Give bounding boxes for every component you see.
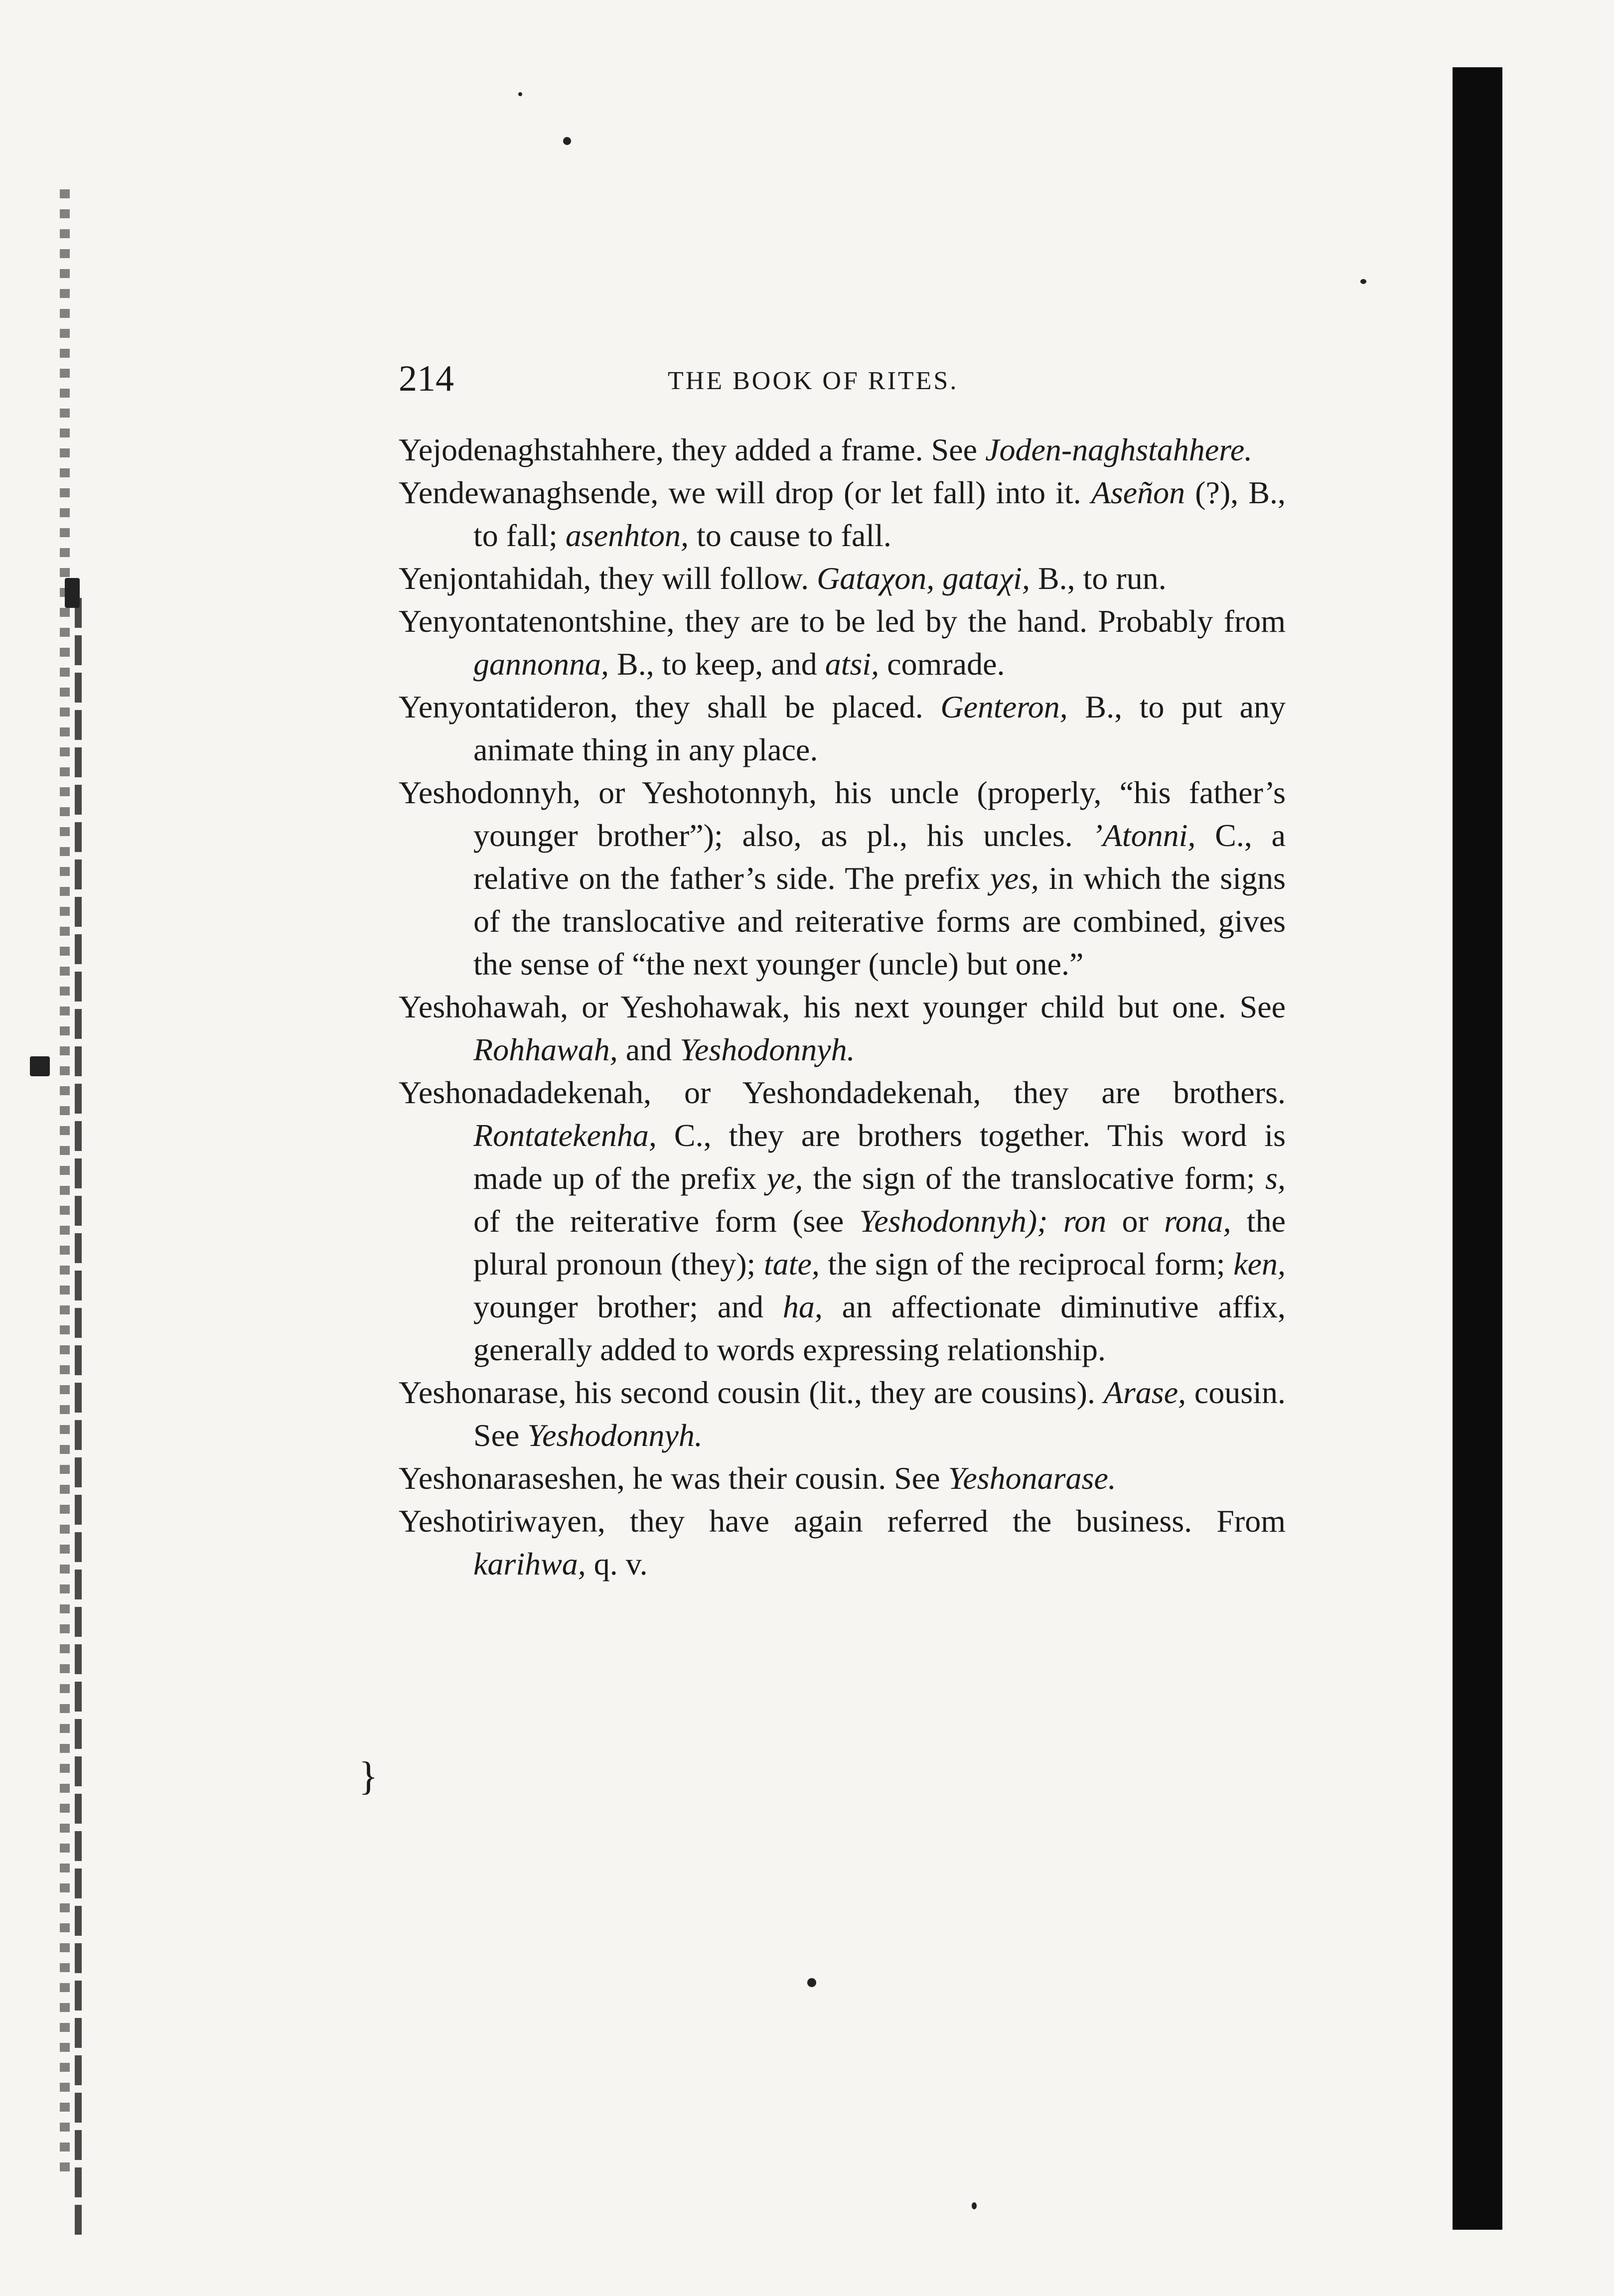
entry-text: Yendewanaghsende, we will drop (or let fall) into it.: [399, 475, 1091, 510]
page-header: [399, 356, 1445, 401]
entry-text: q. v.: [586, 1546, 648, 1581]
margin-mark: }: [359, 1754, 378, 1798]
dictionary-entry: [399, 986, 1286, 1071]
speck: [1360, 279, 1366, 284]
binding-shadow: [1453, 67, 1502, 2230]
entry-italic-text: Yeshonarase.: [948, 1460, 1116, 1496]
dictionary-entry: [399, 1371, 1286, 1457]
entry-text: Yenyontatideron, they shall be placed.: [399, 689, 941, 724]
entry-text: the sign of the reciprocal form;: [819, 1246, 1234, 1282]
entry-italic-text: Aseñon: [1091, 475, 1185, 510]
entry-italic-text: Rontatekenha,: [473, 1118, 657, 1153]
dictionary-entry: [399, 557, 1286, 600]
entry-text: Yeshodonnyh, or Yeshotonnyh, his uncle (properly, “his father’s younger brother”); also, as pl., his uncles.: [399, 775, 1286, 853]
entry-italic-text: asenhton,: [565, 518, 689, 553]
entry-italic-text: tate,: [763, 1246, 820, 1282]
entry-italic-text: ha,: [782, 1289, 823, 1324]
entry-text: (?), B., to fall;: [473, 475, 1286, 553]
entry-italic-text: Rohhawah,: [473, 1032, 618, 1067]
entry-italic-text: s,: [1265, 1160, 1286, 1196]
entry-italic-text: ron: [1063, 1203, 1107, 1239]
entry-text: Yeshonadadekenah, or Yeshondadekenah, they are brothers.: [399, 1075, 1286, 1110]
entry-italic-text: ken,: [1233, 1246, 1286, 1282]
entry-text: comrade.: [879, 646, 1005, 682]
entry-text: Yeshohawah, or Yeshohawak, his next younger child but one. See: [399, 989, 1286, 1024]
speck: [563, 137, 571, 145]
entry-italic-text: Yeshodonnyh.: [680, 1032, 855, 1067]
entry-text: B., to run.: [1029, 561, 1167, 596]
entry-text: C., a relative on the father’s side. The prefix: [473, 818, 1286, 896]
entry-text: B., to put any animate thing in any place.: [473, 689, 1286, 767]
dictionary-entry: [399, 686, 1286, 771]
entry-italic-text: Arase,: [1103, 1375, 1186, 1410]
entry-text: C., they are brothers together. This word is made up of the prefix: [473, 1118, 1286, 1196]
dictionary-entries: [399, 429, 1286, 1585]
dictionary-entry: [399, 600, 1286, 686]
entry-text: Yenjontahidah, they will follow.: [399, 561, 817, 596]
entry-text: younger brother; and: [473, 1289, 783, 1324]
speck: [518, 92, 522, 96]
entry-italic-text: yes,: [990, 861, 1039, 896]
entry-italic-text: Joden-naghstahhere.: [985, 432, 1253, 467]
page-number: 214: [399, 358, 454, 399]
entry-italic-text: Genteron,: [940, 689, 1068, 724]
dictionary-entry: [399, 471, 1286, 557]
entry-italic-text: Yeshodonnyh.: [527, 1418, 703, 1453]
dictionary-entry: [399, 429, 1286, 471]
entry-text: the sign of the translocative form;: [803, 1160, 1266, 1196]
entry-text: [1048, 1203, 1063, 1239]
entry-italic-text: karihwa,: [473, 1546, 586, 1581]
speck: [65, 578, 80, 608]
entry-italic-text: Yeshodonnyh);: [859, 1203, 1048, 1239]
entry-italic-text: ’Atonni,: [1092, 818, 1196, 853]
entry-text: Yeshonarase, his second cousin (lit., they are cousins).: [399, 1375, 1104, 1410]
entry-text: in which the signs of the translocative and reiterative forms are combined, gives the sense of “the next younger (uncle) but one.”: [473, 861, 1286, 982]
entry-text: of the reiterative form (see: [473, 1203, 860, 1239]
dictionary-entry: [399, 1457, 1286, 1500]
entry-text: or: [1106, 1203, 1165, 1239]
entry-text: cousin. See: [473, 1375, 1286, 1453]
left-edge-artifact: [60, 189, 70, 2182]
entry-text: to cause to fall.: [688, 518, 891, 553]
speck: [807, 1978, 816, 1987]
entry-text: B., to keep, and: [609, 646, 825, 682]
entry-italic-text: gannonna,: [473, 646, 609, 682]
entry-italic-text: atsi,: [825, 646, 880, 682]
entry-italic-text: Gataχon, gataχi,: [817, 561, 1030, 596]
left-edge-artifact-2: [75, 598, 82, 2242]
entry-text: Yeshotiriwayen, they have again referred the business. From: [399, 1503, 1286, 1539]
entry-text: Yeshonaraseshen, he was their cousin. See: [399, 1460, 948, 1496]
entry-italic-text: rona,: [1164, 1203, 1231, 1239]
speck: [30, 1056, 50, 1076]
entry-italic-text: ye,: [766, 1160, 803, 1196]
entry-text: an affectionate diminutive affix, generally added to words expressing relationship.: [473, 1289, 1286, 1367]
dictionary-entry: [399, 771, 1286, 986]
dictionary-entry: [399, 1071, 1286, 1371]
entry-text: Yenyontatenontshine, they are to be led by the hand. Probably from: [399, 603, 1286, 639]
running-title: THE BOOK OF RITES.: [668, 367, 959, 395]
speck: [972, 2202, 977, 2209]
entry-text: Yejodenaghstahhere, they added a frame. See: [399, 432, 986, 467]
entry-text: and: [617, 1032, 680, 1067]
dictionary-entry: [399, 1500, 1286, 1585]
entry-text: the plural pronoun (they);: [473, 1203, 1286, 1282]
